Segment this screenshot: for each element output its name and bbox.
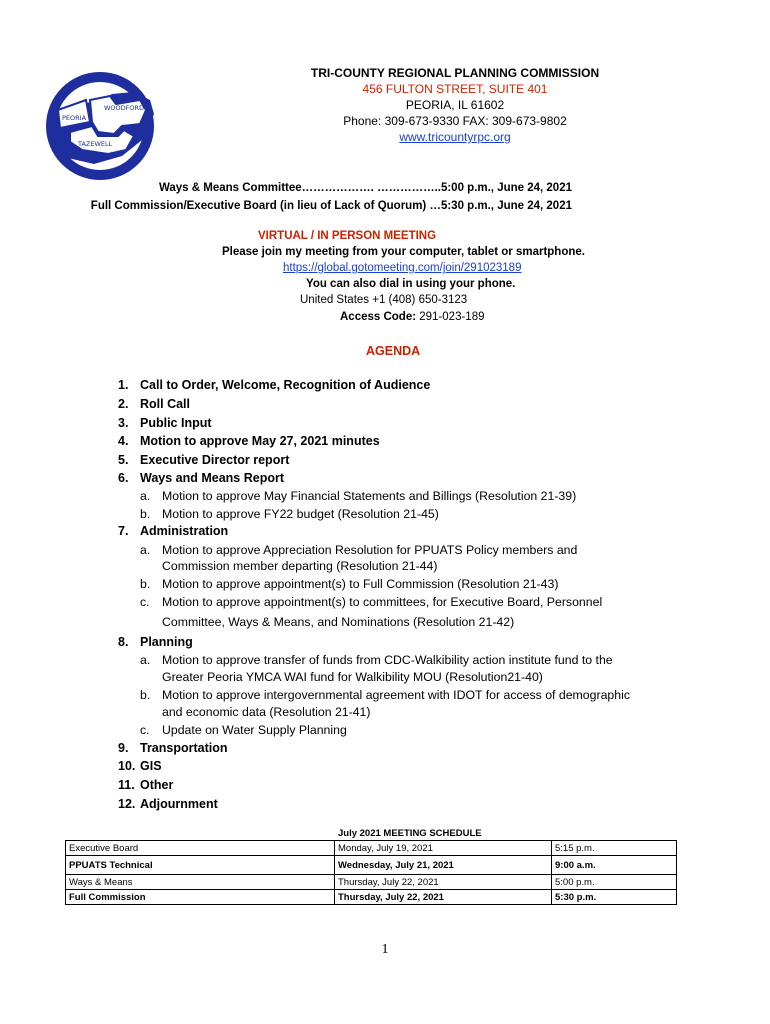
meeting-line-full-commission: Full Commission/Executive Board (in lieu of Lack of Quorum) …5:30 p.m., June 24, 2021 bbox=[90, 200, 572, 212]
schedule-meeting: Executive Board bbox=[66, 841, 335, 856]
agenda-item: 4. Motion to approve May 27, 2021 minutes bbox=[118, 434, 380, 448]
agenda-item: 12. Adjournment bbox=[118, 797, 218, 811]
agenda-subitem: a. Motion to approve Appreciation Resolution for PPUATS Policy members and bbox=[140, 543, 578, 557]
agenda-item: 11. Other bbox=[118, 778, 174, 792]
agenda-item: 9. Transportation bbox=[118, 741, 228, 755]
agenda-subitem: b. Motion to approve FY22 budget (Resolution 21-45) bbox=[140, 507, 439, 521]
logo-label-tazewell: TAZEWELL bbox=[78, 140, 113, 148]
agenda-item: 6. Ways and Means Report bbox=[118, 471, 285, 485]
agenda-item: 7. Administration bbox=[118, 524, 229, 538]
dial-text: You can also dial in using your phone. bbox=[306, 278, 516, 290]
org-phone: Phone: 309-673-9330 FAX: 309-673-9802 bbox=[343, 114, 567, 128]
agenda-subitem: b. Motion to approve intergovernmental agreement with IDOT for access of demographic bbox=[140, 688, 630, 702]
schedule-title: July 2021 MEETING SCHEDULE bbox=[338, 828, 482, 839]
schedule-time: 5:30 p.m. bbox=[552, 890, 677, 905]
page-number: 1 bbox=[381, 942, 389, 957]
schedule-time: 5:15 p.m. bbox=[552, 841, 677, 856]
table-row bbox=[66, 875, 677, 890]
agenda-item: 8. Planning bbox=[118, 635, 193, 649]
schedule-date: Wednesday, July 21, 2021 bbox=[335, 856, 552, 875]
agenda-subitem: c. Motion to approve appointment(s) to committees, for Executive Board, Personnel bbox=[140, 595, 603, 609]
agenda-item: 2. Roll Call bbox=[118, 397, 191, 411]
schedule-time: 5:00 p.m. bbox=[552, 875, 677, 890]
agenda-subitem-cont: Committee, Ways & Means, and Nominations (Resolution 21-42) bbox=[162, 615, 515, 629]
agenda-subitem: a. Motion to approve transfer of funds from CDC-Walkibility action institute fund to the bbox=[140, 653, 613, 667]
agenda-item: 5. Executive Director report bbox=[118, 453, 290, 467]
virtual-meeting-title: VIRTUAL / IN PERSON MEETING bbox=[258, 230, 437, 242]
access-code: 291-023-189 bbox=[419, 311, 485, 323]
org-city: PEORIA, IL 61602 bbox=[405, 98, 505, 112]
access-label: Access Code: bbox=[340, 311, 417, 323]
dial-phone: United States +1 (408) 650-3123 bbox=[300, 294, 468, 306]
logo-label-peoria: PEORIA bbox=[62, 114, 87, 122]
meeting-link[interactable]: https://global.gotomeeting.com/join/291023189 bbox=[283, 262, 522, 274]
agenda-subitem: b. Motion to approve appointment(s) to Full Commission (Resolution 21-43) bbox=[140, 577, 559, 591]
org-name: TRI-COUNTY REGIONAL PLANNING COMMISSION bbox=[310, 66, 600, 80]
schedule-date: Monday, July 19, 2021 bbox=[335, 841, 552, 856]
schedule-meeting: PPUATS Technical bbox=[66, 856, 335, 875]
join-text: Please join my meeting from your computer, tablet or smartphone. bbox=[222, 246, 585, 258]
agenda-title: AGENDA bbox=[366, 344, 421, 358]
schedule-meeting: Ways & Means bbox=[66, 875, 335, 890]
agenda-item: 1. Call to Order, Welcome, Recognition of Audience bbox=[118, 378, 431, 392]
meeting-line-ways-means: Ways & Means Committee………………. ……………..5:00 p.m., June 24, 2021 bbox=[158, 182, 572, 194]
schedule-meeting: Full Commission bbox=[66, 890, 335, 905]
agenda-subitem-cont: and economic data (Resolution 21-41) bbox=[162, 705, 371, 719]
agenda-item: 10. GIS bbox=[118, 759, 162, 773]
logo-label-woodford: WOODFORD bbox=[104, 104, 145, 112]
table-row bbox=[66, 890, 677, 905]
schedule-table bbox=[65, 840, 677, 905]
schedule-time: 9:00 a.m. bbox=[552, 856, 677, 875]
agenda-item: 3. Public Input bbox=[118, 416, 212, 430]
table-row bbox=[66, 841, 677, 856]
agenda-subitem-cont: Greater Peoria YMCA WAI fund for Walkibility MOU (Resolution21-40) bbox=[162, 670, 543, 684]
org-website-link[interactable]: www.tricountyrpc.org bbox=[399, 130, 511, 144]
schedule-date: Thursday, July 22, 2021 bbox=[335, 875, 552, 890]
schedule-date: Thursday, July 22, 2021 bbox=[335, 890, 552, 905]
org-street: 456 FULTON STREET, SUITE 401 bbox=[362, 82, 548, 96]
agenda-subitem: a. Motion to approve May Financial Statements and Billings (Resolution 21-39) bbox=[140, 489, 577, 503]
table-row bbox=[66, 856, 677, 875]
agenda-subitem: c. Update on Water Supply Planning bbox=[140, 723, 347, 737]
agenda-subitem-cont: Commission member departing (Resolution 21-44) bbox=[162, 559, 438, 573]
